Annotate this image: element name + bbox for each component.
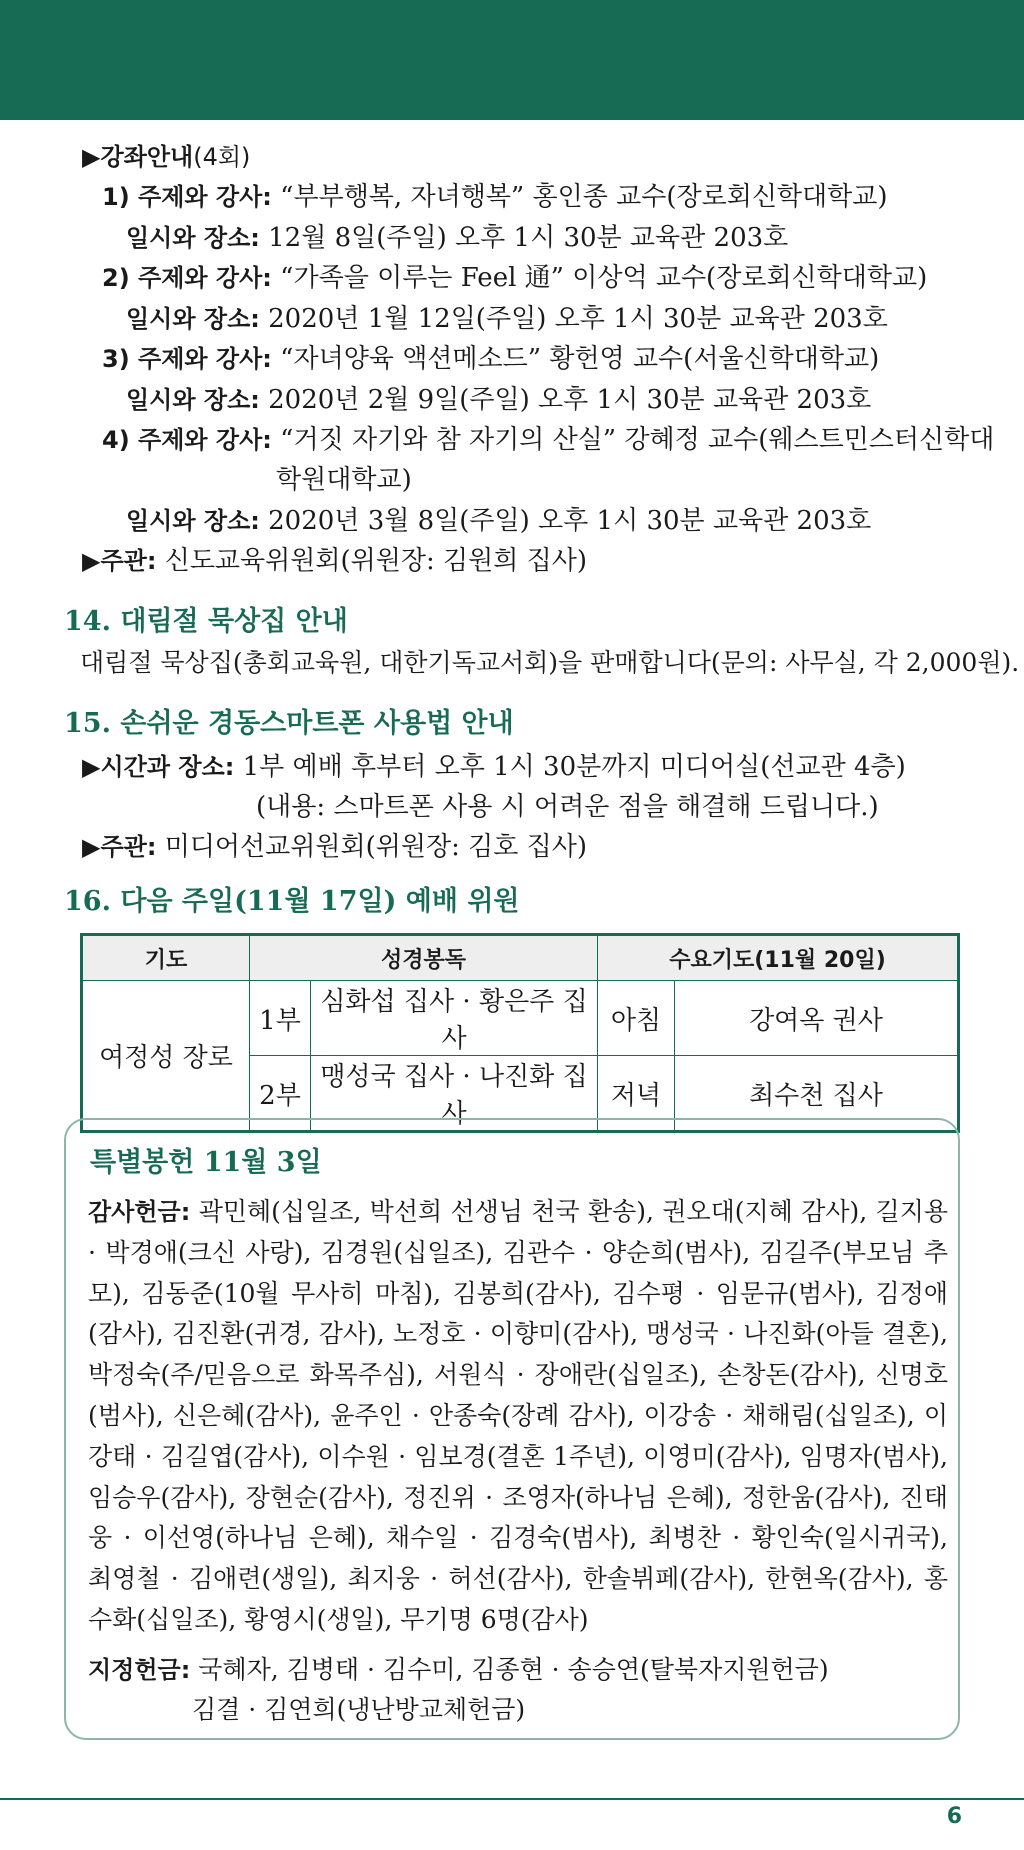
section-15-title: 15. 손쉬운 경동스마트폰 사용법 안내	[64, 708, 514, 739]
footer-divider	[0, 1798, 1024, 1800]
lecture-3-when: 일시와 장소: 2020년 2월 9일(주일) 오후 1시 30분 교육관 203호	[126, 385, 872, 415]
designated-offering	[88, 1650, 948, 1730]
lecture-4-topic-cont: 학원대학교)	[276, 465, 412, 495]
top-banner	[0, 0, 1024, 120]
offering-title: 특별봉헌 11월 3일	[90, 1147, 322, 1178]
section-14-body: 대림절 묵상집(총회교육원, 대한기독교서회)을 판매합니다(문의: 사무실, 각 2,000원).	[80, 648, 1020, 677]
lecture-4-topic: 4) 주제와 강사: “거짓 자기와 참 자기의 산실” 강혜정 교수(웨스트민스터신학대	[102, 425, 995, 455]
section-15-time: ▶시간과 장소: 1부 예배 후부터 오후 1시 30분까지 미디어실(선교관 4층)	[82, 752, 906, 782]
time-cell: 아침	[598, 981, 675, 1056]
time-cell: 저녁	[598, 1056, 675, 1132]
lecture-4-when: 일시와 장소: 2020년 3월 8일(주일) 오후 1시 30분 교육관 203호	[126, 506, 872, 536]
readers-cell: 맹성국 집사 · 나진화 집사	[311, 1056, 598, 1132]
table-header-row	[82, 935, 959, 981]
wed-person-cell: 최수천 집사	[675, 1056, 959, 1132]
lecture-1-topic: 1) 주제와 강사: “부부행복, 자녀행복” 홍인종 교수(장로회신학대학교)	[102, 182, 888, 212]
lecture-1-when: 일시와 장소: 12월 8일(주일) 오후 1시 30분 교육관 203호	[126, 223, 789, 253]
lecture-header: ▶강좌안내(4회)	[82, 143, 251, 171]
section-16-title: 16. 다음 주일(11월 17일) 예배 위원	[64, 886, 520, 917]
section-15-note: (내용: 스마트폰 사용 시 어려운 점을 해결해 드립니다.)	[256, 792, 879, 822]
table-row	[82, 981, 959, 1056]
section-14-title: 14. 대림절 묵상집 안내	[64, 606, 348, 637]
wed-person-cell: 강여옥 권사	[675, 981, 959, 1056]
header-wed-prayer: 수요기도(11월 20일)	[598, 935, 959, 981]
service-cell: 2부	[250, 1056, 311, 1132]
readers-cell: 심화섭 집사 · 황은주 집사	[311, 981, 598, 1056]
prayer-person: 여정성 장로	[82, 981, 250, 1132]
service-cell: 1부	[250, 981, 311, 1056]
lecture-3-topic: 3) 주제와 강사: “자녀양육 액션메소드” 황헌영 교수(서울신학대학교)	[102, 344, 880, 374]
lecture-host: ▶주관: 신도교육위원회(위원장: 김원희 집사)	[82, 546, 588, 576]
section-15-host: ▶주관: 미디어선교위원회(위원장: 김호 집사)	[82, 832, 588, 862]
lecture-2-when: 일시와 장소: 2020년 1월 12일(주일) 오후 1시 30분 교육관 203호	[126, 304, 888, 334]
header-prayer: 기도	[82, 935, 250, 981]
designated-line-2: 김결 · 김연희(냉난방교체헌금)	[192, 1695, 526, 1724]
thanks-offering: 감사헌금: 곽민혜(십일조, 박선희 선생님 천국 환송), 권오대(지혜 감사), 길지용 · 박경애(크신 사랑), 김경원(십일조), 김관수 · 양순희(범사), 김길주(부모님 추모), 김동준(10월 무사히 마침), 김봉희(감사), 김수평 · 임문규(범사), 김정애(감사), 김진환(귀경, 감사), 노정호 · 이향미(감사), 맹성국 · 나진화(아들 결혼), 박정숙(주/믿음으로 화목주심), 서원식 · 장애란(십일조), 손창돈(감사), 신명호(범사), 신은혜(감사), 윤주인 · 안종숙(장례 감사), 이강송 · 채해림(십일조), 이강태 · 김길엽(감사), 이수원 · 임보경(결혼 1주년), 이영미(감사), 임명자(범사), 임승우(감사), 장현순(감사), 정진위 · 조영자(하나님 은혜), 정한움(감사), 진태웅 · 이선영(하나님 은혜), 채수일 · 김경숙(범사), 최병찬 · 황인숙(일시귀국), 최영철 · 김애련(생일), 최지웅 · 허선(감사), 한솔뷔페(감사), 한현옥(감사), 홍수화(십일조), 황영시(생일), 무기명 6명(감사)	[88, 1197, 949, 1634]
lecture-2-topic: 2) 주제와 강사: “가족을 이루는 Feel 通” 이상억 교수(장로회신학대학교)	[102, 263, 928, 293]
worship-committee-table	[80, 933, 960, 1133]
page-number: 6	[946, 1804, 962, 1829]
designated-line-1: 지정헌금: 국혜자, 김병태 · 김수미, 김종현 · 송승연(탈북자지원헌금)	[88, 1655, 829, 1684]
header-reading: 성경봉독	[250, 935, 598, 981]
